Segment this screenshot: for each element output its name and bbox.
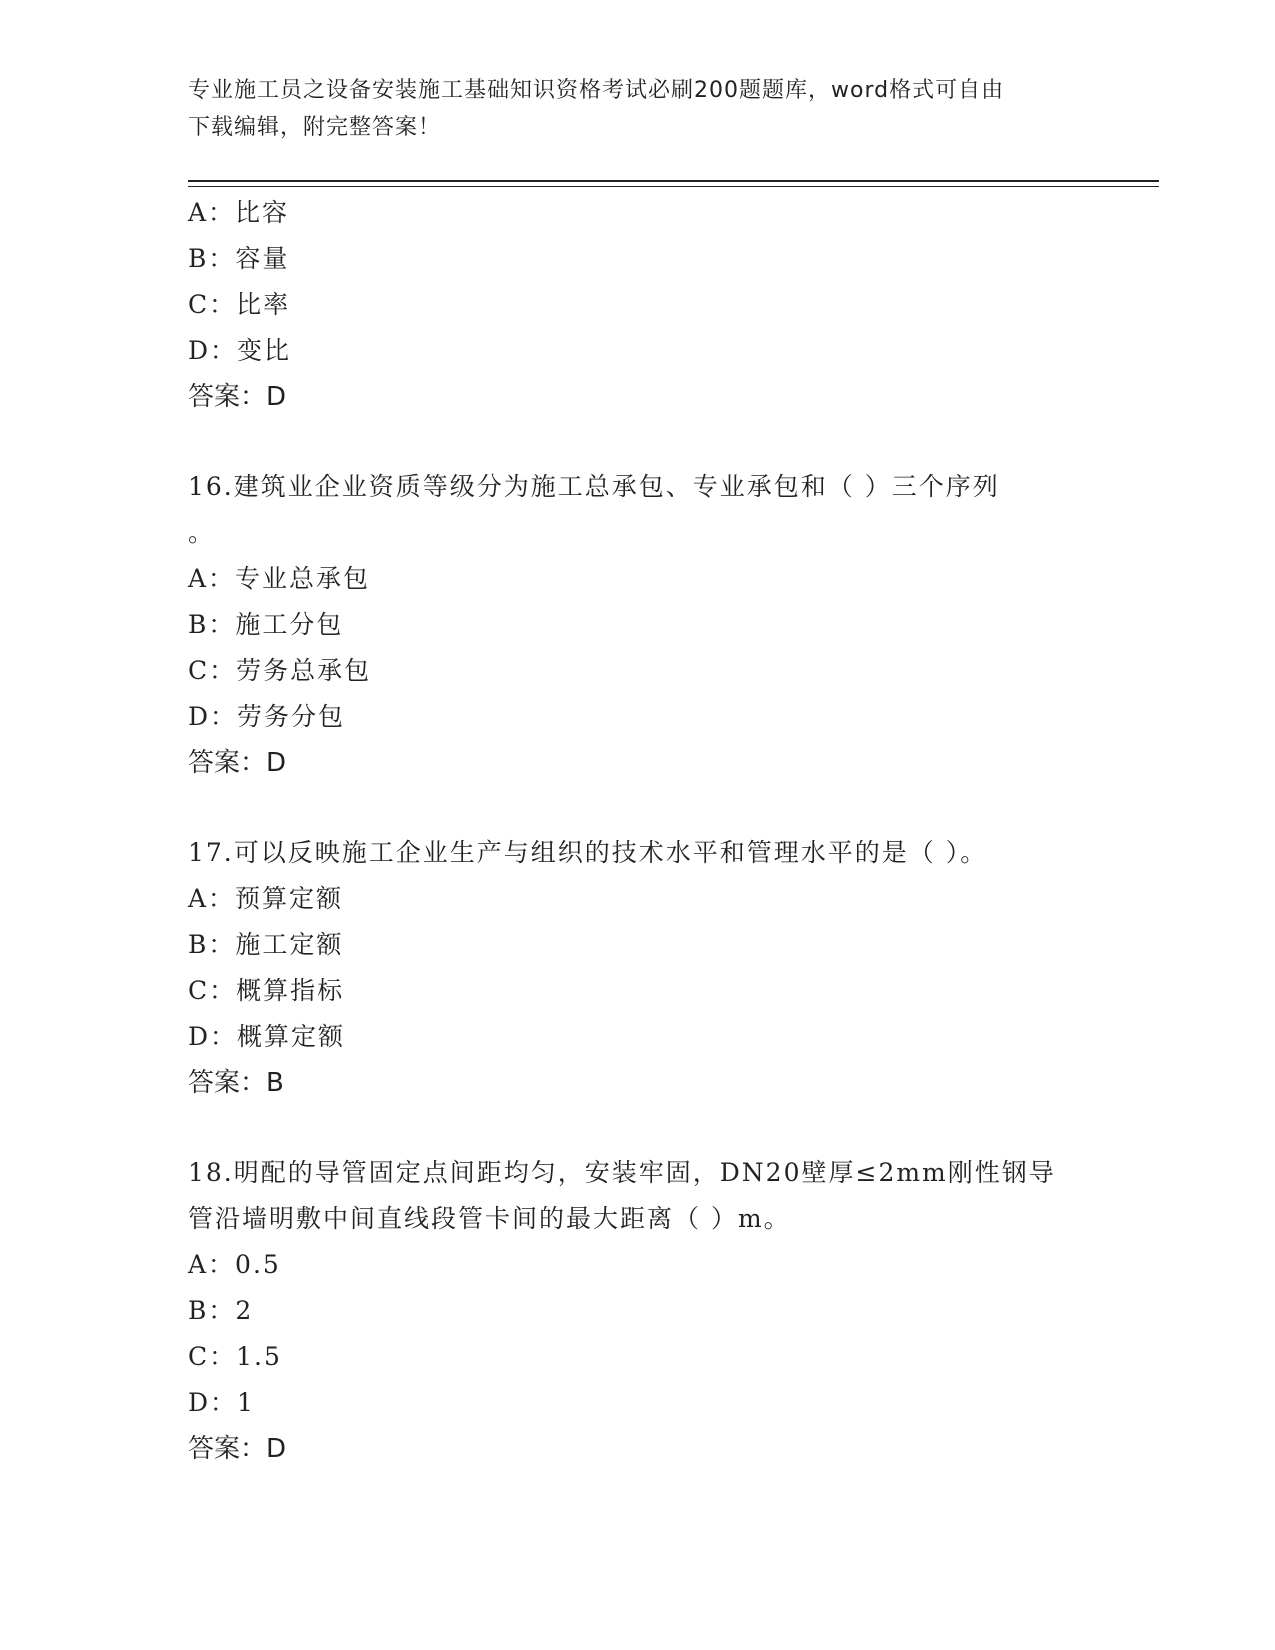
header-line-2: 下载编辑，附完整答案！	[188, 115, 442, 140]
question-text-continued: 管沿墙明敷中间直线段管卡间的最大距离（ ）m。	[188, 1204, 791, 1233]
option-a: A：比容	[188, 198, 290, 227]
question-text: 18.明配的导管固定点间距均匀，安装牢固，DN20壁厚≤2mm刚性钢导	[188, 1158, 1056, 1187]
question-text-continued: 。	[188, 518, 216, 547]
answer-line: 答案：B	[188, 1068, 284, 1098]
option-d: D：概算定额	[188, 1022, 346, 1051]
option-b: B：施工分包	[188, 610, 344, 639]
header-rule-bottom	[188, 186, 1159, 187]
question-16	[188, 464, 1088, 786]
option-b: B：2	[188, 1296, 254, 1325]
option-d: D：变比	[188, 336, 292, 365]
option-a: A：预算定额	[188, 884, 344, 913]
question-15-continued	[188, 190, 1088, 420]
option-a: A：0.5	[188, 1250, 281, 1279]
option-c: C：概算指标	[188, 976, 345, 1005]
header-rule-top	[188, 180, 1159, 182]
option-b: B：容量	[188, 244, 290, 273]
answer-line: 答案：D	[188, 748, 287, 778]
document-header	[188, 72, 1088, 146]
answer-line: 答案：D	[188, 382, 287, 412]
option-d: D：1	[188, 1388, 255, 1417]
question-text: 17.可以反映施工企业生产与组织的技术水平和管理水平的是（ ）。	[188, 838, 988, 867]
question-18	[188, 1150, 1088, 1472]
option-c: C：1.5	[188, 1342, 282, 1371]
question-17	[188, 830, 1088, 1106]
option-d: D：劳务分包	[188, 702, 346, 731]
option-c: C：劳务总承包	[188, 656, 372, 685]
answer-line: 答案：D	[188, 1434, 287, 1464]
document-body	[188, 190, 1088, 1472]
option-b: B：施工定额	[188, 930, 344, 959]
question-text: 16.建筑业企业资质等级分为施工总承包、专业承包和（ ）三个序列	[188, 472, 1000, 501]
option-a: A：专业总承包	[188, 564, 371, 593]
option-c: C：比率	[188, 290, 291, 319]
header-line-1: 专业施工员之设备安装施工基础知识资格考试必刷200题题库，word格式可自由	[188, 78, 1005, 103]
